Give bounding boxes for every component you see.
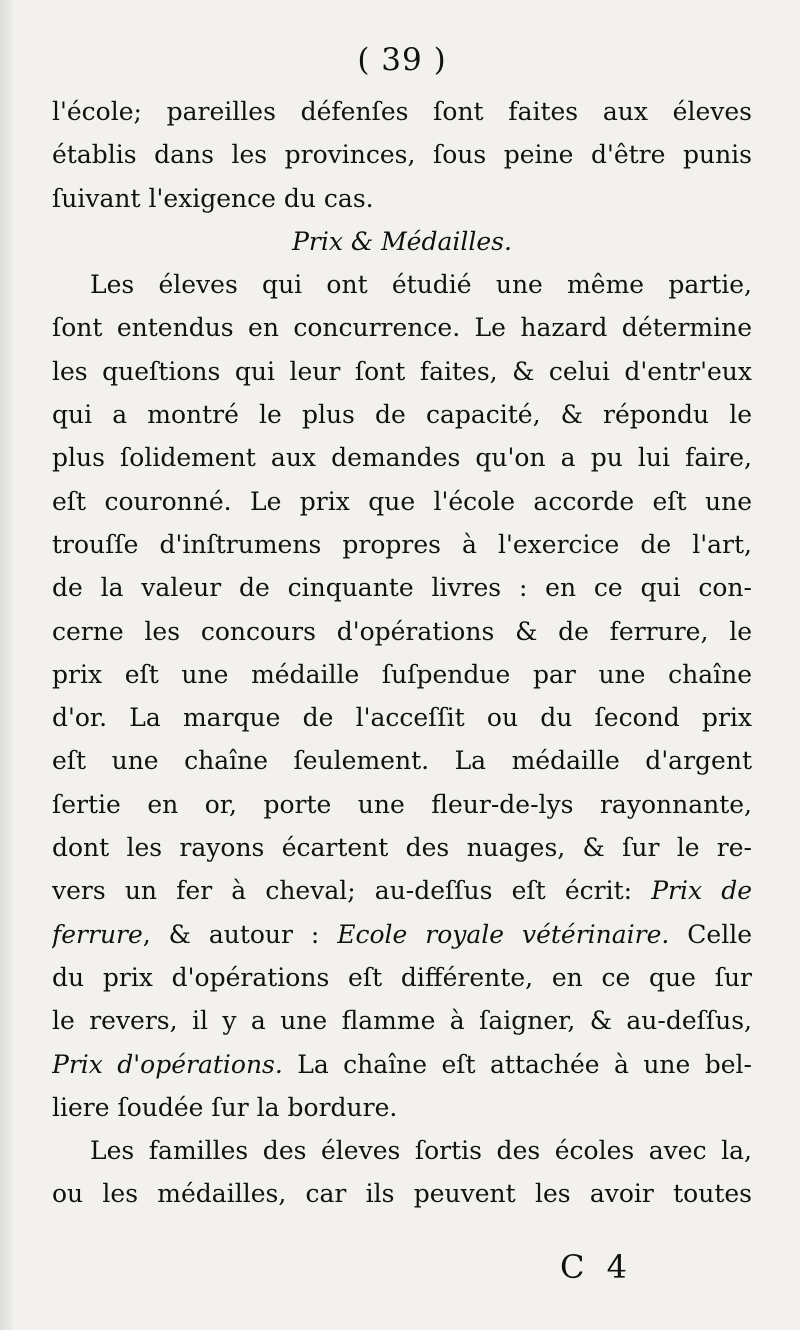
text-line: d'or. La marque de l'acceſſit ou du ſecond prix: [52, 703, 752, 733]
text-line: dont les rayons écartent des nuages, & ſur le re-: [52, 833, 752, 863]
text-line: ſuivant l'exigence du cas.: [52, 183, 374, 213]
text-line: Les éleves qui ont étudié une même partie,: [90, 270, 752, 300]
text-line: de la valeur de cinquante livres : en ce qui con-: [52, 573, 752, 603]
page-number: ( 39 ): [357, 42, 447, 78]
text-line: [52, 869, 752, 912]
italic-segment: Prix de: [651, 876, 752, 906]
text-line: cerne les concours d'opérations & de ferrure, le: [52, 616, 752, 646]
text-segment: , & autour :: [142, 919, 338, 949]
text-line: eſt une chaîne ſeulement. La médaille d'argent: [52, 746, 752, 776]
text-line: [52, 913, 752, 956]
text-line: eſt couronné. Le prix que l'école accorde eſt une: [52, 486, 752, 516]
text-line: l'école; pareilles défenſes ſont faites aux éleves: [52, 97, 752, 126]
italic-segment: ferrure: [52, 919, 143, 949]
text-line: ou les médailles, car ils peuvent les avoir toutes: [52, 1179, 752, 1209]
text-line: [52, 1043, 752, 1086]
text-line: trouſſe d'inſtrumens propres à l'exercice de l'art,: [52, 529, 752, 559]
text-segment: Celle: [669, 919, 752, 949]
signature-mark: C 4: [560, 1248, 634, 1286]
text-segment: vers un fer à cheval; au-deſſus eſt écrit:: [52, 876, 652, 906]
body-text: [52, 30, 752, 1216]
text-line: liere ſoudée ſur la bordure.: [52, 1092, 398, 1122]
text-line: Les familles des éleves ſortis des écoles avec la,: [90, 1136, 752, 1166]
text-line: établis dans les provinces, ſous peine d'être punis: [52, 140, 752, 170]
italic-segment: Ecole royale vétérinaire.: [337, 919, 670, 949]
text-line: ſont entendus en concurrence. Le hazard détermine: [52, 313, 752, 343]
section-heading: Prix & Médailles.: [292, 226, 512, 256]
text-line: ſertie en or, porte une fleur-de-lys rayonnante,: [52, 789, 752, 819]
text-line: qui a montré le plus de capacité, & répondu le: [52, 400, 752, 430]
page-edge: [0, 0, 14, 1330]
italic-segment: Prix d'opérations.: [52, 1049, 283, 1079]
text-line: plus ſolidement aux demandes qu'on a pu lui faire,: [52, 443, 752, 473]
text-segment: La chaîne eſt attachée à une bel-: [282, 1049, 752, 1079]
text-line: du prix d'opérations eſt différente, en ce que ſur: [52, 962, 752, 992]
text-line: le revers, il y a une flamme à ſaigner, & au-deſſus,: [52, 1006, 752, 1036]
text-line: les queſtions qui leur ſont faites, & celui d'entr'eux: [52, 356, 752, 386]
text-line: prix eſt une médaille ſuſpendue par une chaîne: [52, 659, 752, 689]
